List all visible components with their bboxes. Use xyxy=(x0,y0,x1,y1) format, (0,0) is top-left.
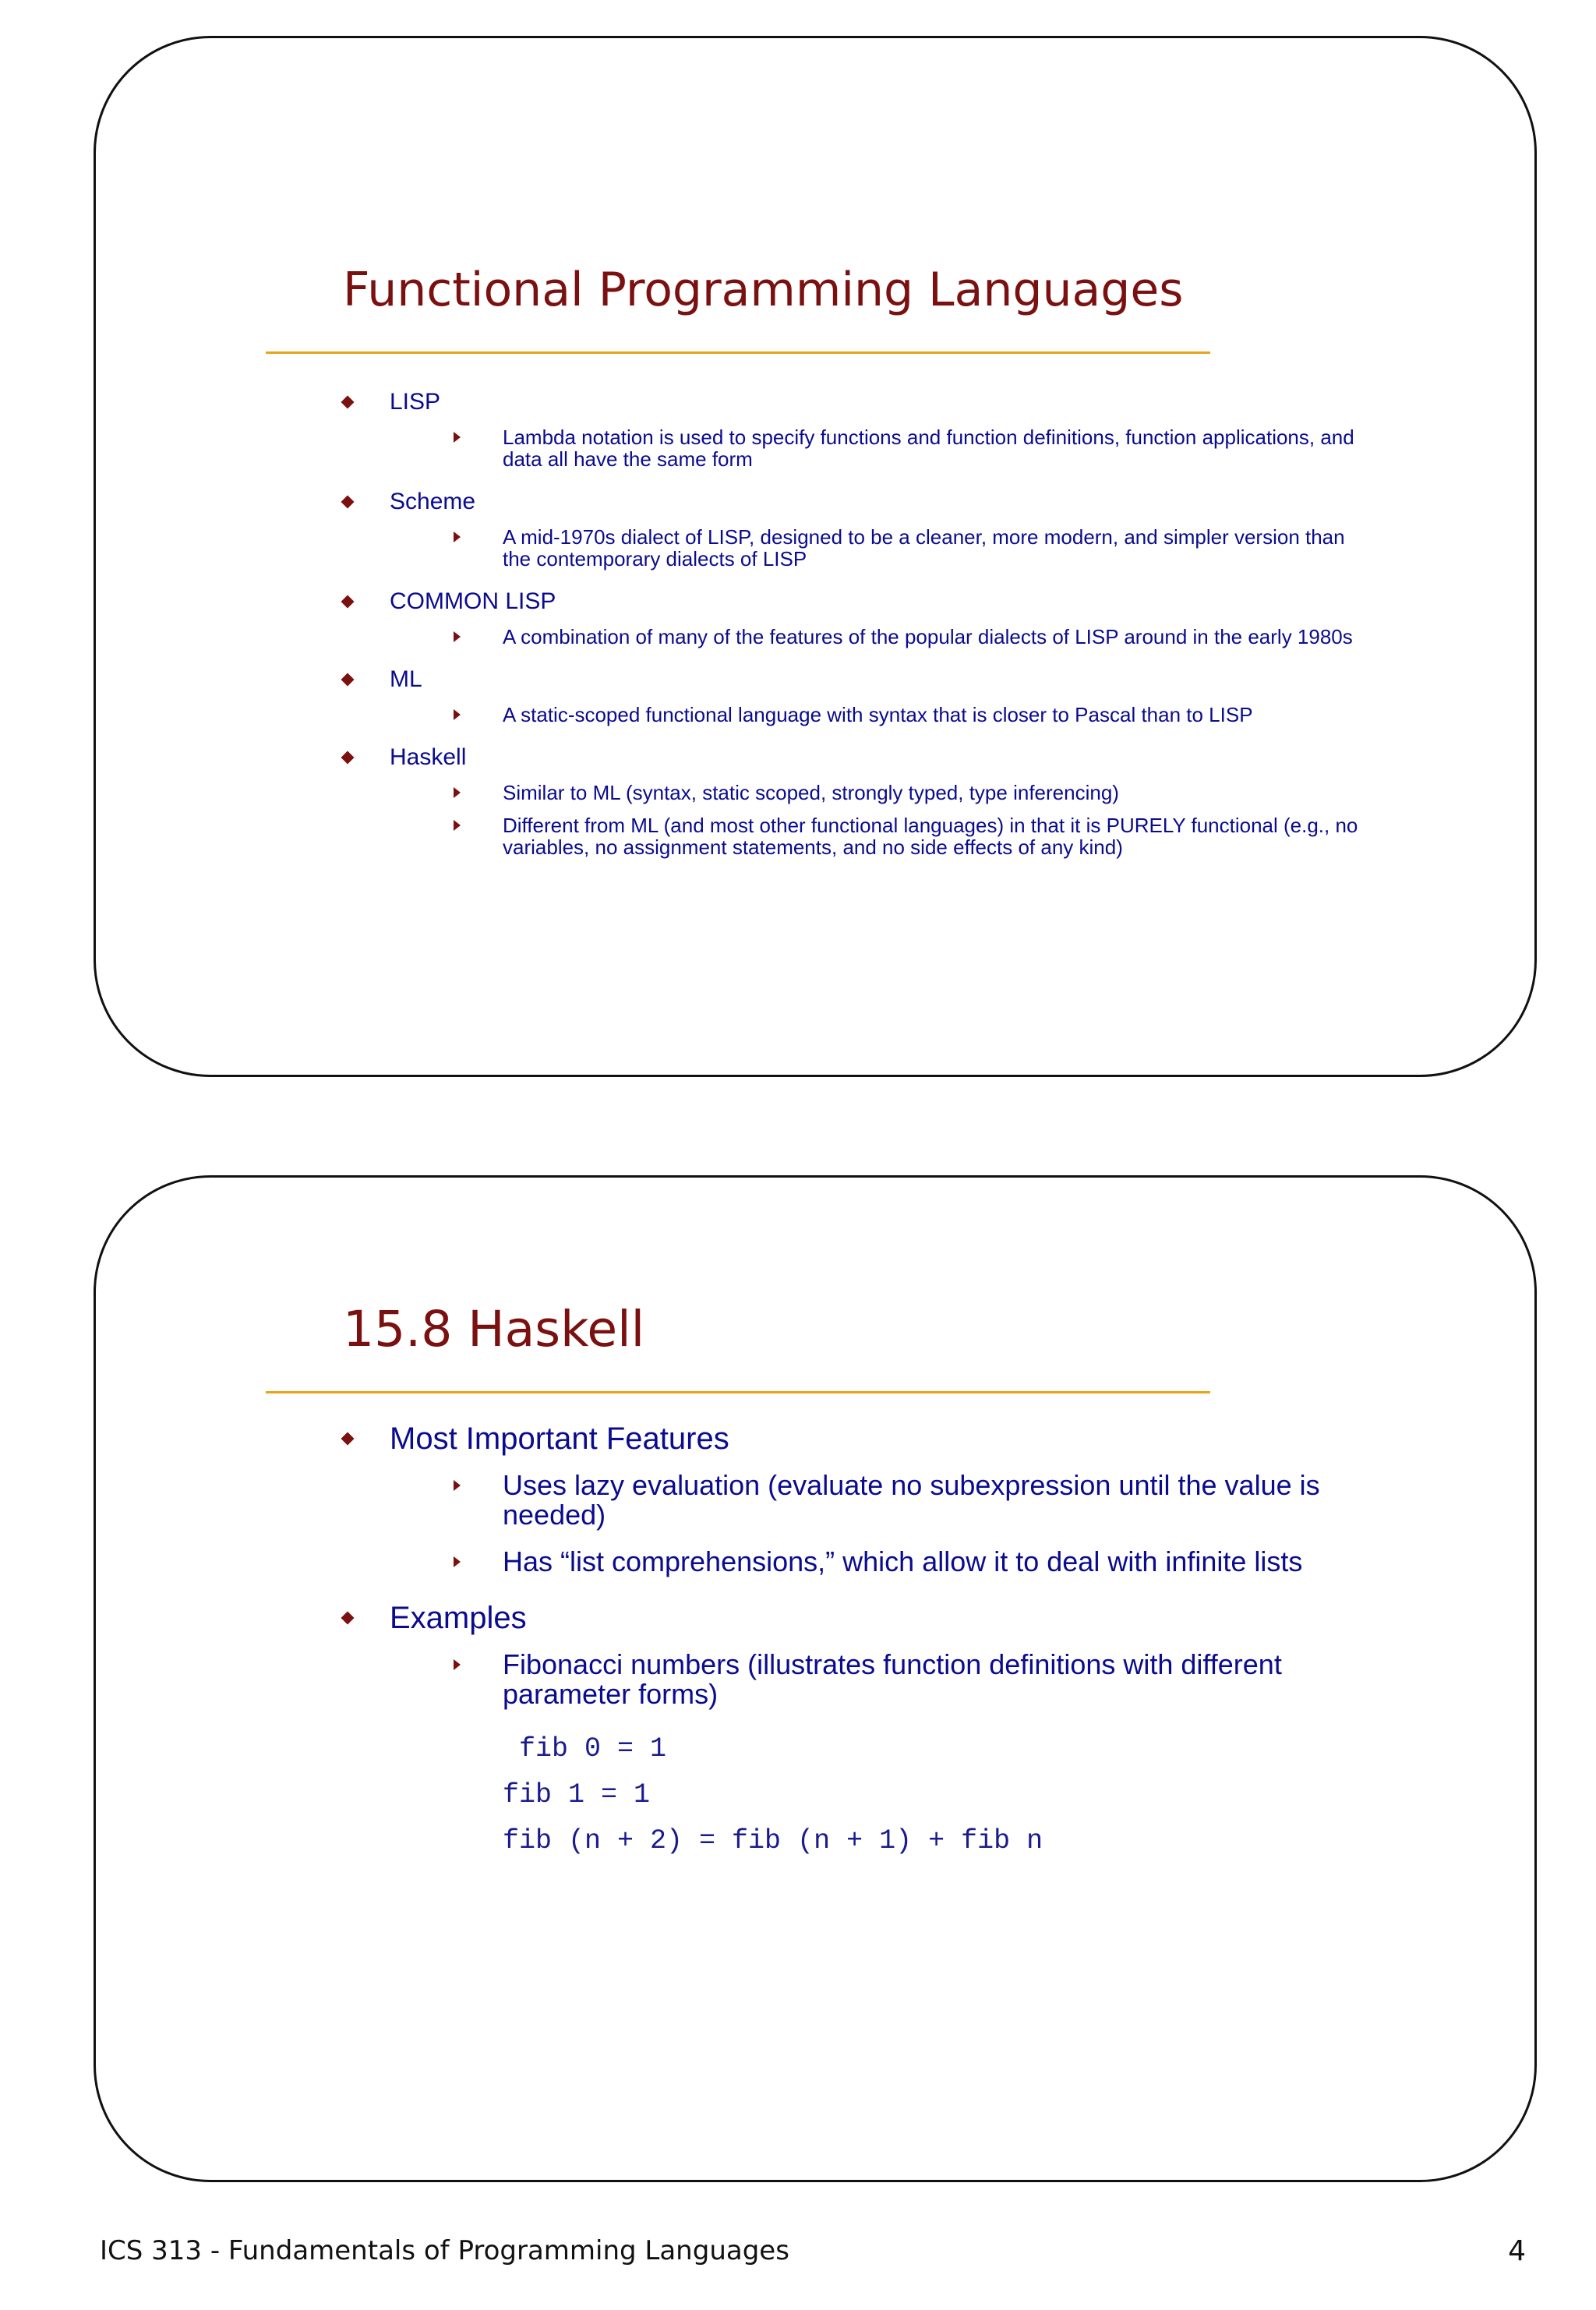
diamond-bullet-icon xyxy=(341,751,355,765)
sub-bullet-text: Uses lazy evaluation (evaluate no subexpression until the value is needed) xyxy=(503,1469,1320,1531)
sub-bullet-text: A combination of many of the features of the popular dialects of LISP around in the early 1980s xyxy=(503,625,1353,648)
arrow-bullet-icon xyxy=(454,1480,461,1491)
sub-bullet-list xyxy=(390,1471,1418,1577)
arrow-bullet-icon xyxy=(454,709,461,720)
diamond-bullet-icon xyxy=(341,595,355,609)
slide-haskell xyxy=(94,1175,1537,2182)
title-underline xyxy=(266,1391,1210,1393)
sub-bullet xyxy=(390,426,1360,470)
slide-functional-languages xyxy=(94,36,1537,1077)
code-line: fib (n + 2) = fib (n + 1) + fib n xyxy=(503,1825,1043,1856)
sub-bullet-text: Has “list comprehensions,” which allow it to deal with infinite lists xyxy=(503,1545,1303,1577)
sub-bullet xyxy=(390,526,1360,570)
bullet-label: Scheme xyxy=(390,489,476,514)
sub-bullet-text: Fibonacci numbers (illustrates function definitions with different parameter forms) xyxy=(503,1648,1282,1710)
sub-bullet-list xyxy=(390,526,1418,570)
sub-bullet-list xyxy=(390,782,1418,858)
bullet-list xyxy=(343,387,1418,875)
arrow-bullet-icon xyxy=(454,820,461,831)
arrow-bullet-icon xyxy=(454,1659,461,1670)
bullet-haskell xyxy=(343,743,1418,858)
bullet-label: Most Important Features xyxy=(390,1422,729,1456)
sub-bullet-text: Lambda notation is used to specify functions and function definitions, function applications, and data all have the same form xyxy=(503,426,1354,471)
sub-bullet-list xyxy=(390,626,1418,648)
diamond-bullet-icon xyxy=(341,1612,355,1625)
diamond-bullet-icon xyxy=(341,1432,355,1446)
sub-bullet-text: A mid-1970s dialect of LISP, designed to be a cleaner, more modern, and simpler version than the contemporary dialects of LISP xyxy=(503,525,1345,570)
bullet-examples xyxy=(343,1598,1418,1864)
slide-title: Functional Programming Languages xyxy=(343,263,1184,317)
arrow-bullet-icon xyxy=(454,432,461,443)
slide-title: 15.8 Haskell xyxy=(343,1301,645,1358)
sub-bullet xyxy=(390,1650,1360,1709)
code-line: fib 1 = 1 xyxy=(503,1779,651,1810)
diamond-bullet-icon xyxy=(341,496,355,509)
bullet-most-important-features xyxy=(343,1419,1418,1577)
arrow-bullet-icon xyxy=(454,1556,461,1567)
bullet-label: Haskell xyxy=(390,744,467,770)
sub-bullet-text: Different from ML (and most other functional languages) in that it is PURELY functional (e.g., no variables, no assignment statements, and no side effects of any kind) xyxy=(503,814,1358,859)
bullet-lisp xyxy=(343,387,1418,470)
bullet-label: COMMON LISP xyxy=(390,588,556,614)
diamond-bullet-icon xyxy=(341,396,355,409)
sub-bullet xyxy=(390,626,1360,648)
code-block xyxy=(390,1726,1418,1864)
arrow-bullet-icon xyxy=(454,532,461,542)
diamond-bullet-icon xyxy=(341,673,355,687)
sub-bullet-list xyxy=(390,426,1418,470)
title-underline xyxy=(266,351,1210,354)
bullet-list xyxy=(343,1419,1418,1886)
bullet-label: ML xyxy=(390,666,422,692)
sub-bullet-list xyxy=(390,704,1418,726)
sub-bullet xyxy=(390,1471,1360,1530)
bullet-common-lisp xyxy=(343,587,1418,648)
bullet-label: LISP xyxy=(390,389,441,415)
code-line: fib 0 = 1 xyxy=(503,1733,667,1764)
sub-bullet-list xyxy=(390,1650,1418,1709)
sub-bullet xyxy=(390,704,1360,726)
sub-bullet-text: A static-scoped functional language with syntax that is closer to Pascal than to LISP xyxy=(503,703,1253,726)
sub-bullet xyxy=(390,782,1360,804)
footer-course-title: ICS 313 - Fundamentals of Programming Languages xyxy=(100,2235,789,2266)
bullet-label: Examples xyxy=(390,1601,527,1635)
bullet-ml xyxy=(343,665,1418,726)
sub-bullet xyxy=(390,1547,1360,1577)
bullet-scheme xyxy=(343,487,1418,570)
sub-bullet-text: Similar to ML (syntax, static scoped, strongly typed, type inferencing) xyxy=(503,781,1119,804)
page-number: 4 xyxy=(1508,2235,1526,2267)
arrow-bullet-icon xyxy=(454,631,461,642)
arrow-bullet-icon xyxy=(454,787,461,798)
sub-bullet xyxy=(390,814,1360,858)
